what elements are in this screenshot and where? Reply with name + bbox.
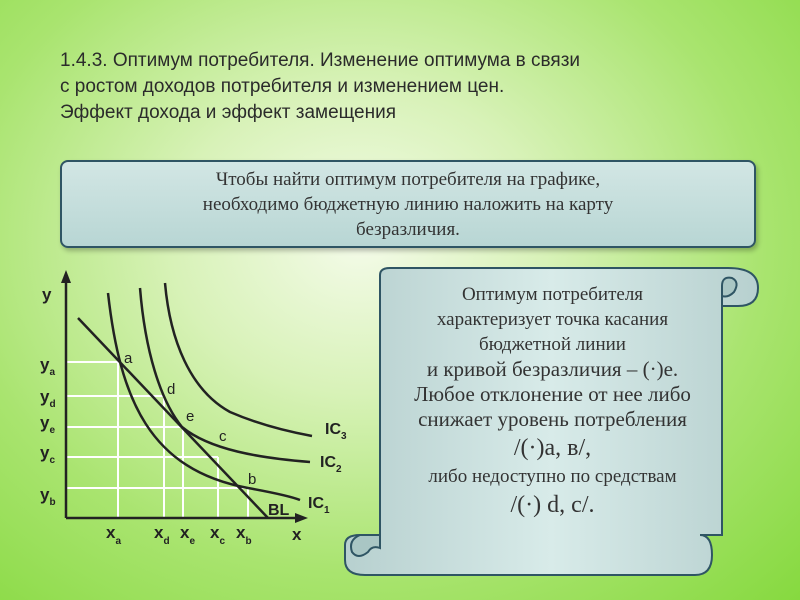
curve-label-ic1: $IC_1$ — [308, 495, 330, 516]
x-tick-d: $x_d$ — [154, 523, 170, 547]
y-tick-a: $y_a$ — [40, 355, 56, 378]
x-axis-label: x — [292, 525, 302, 544]
curve-label-ic2: $IC_2$ — [320, 454, 342, 475]
point-label-d: d — [167, 381, 176, 398]
title-line-1: 1.4.3. Оптимум потребителя. Изменение оптимума в связи — [60, 50, 581, 71]
y-tick-c: $y_c$ — [40, 443, 56, 466]
budget-line-label: BL — [268, 502, 290, 519]
scroll-line-8: либо недоступно по средствам — [428, 466, 677, 487]
scroll-line-3: бюджетной линии — [479, 334, 626, 355]
y-tick-b: $y_b$ — [40, 485, 56, 508]
point-label-b: b — [248, 471, 257, 488]
scroll-line-5: Любое отклонение от нее либо — [414, 382, 691, 406]
y-tick-d: $y_d$ — [40, 387, 56, 410]
x-tick-labels — [106, 523, 252, 547]
definition-line-3: безразличия. — [356, 219, 460, 240]
y-tick-e: $y_e$ — [40, 413, 56, 436]
scroll-line-4: и кривой безразличия – (·)е. — [426, 357, 679, 381]
point-label-c: c — [219, 428, 227, 445]
x-tick-c: $x_c$ — [210, 523, 226, 547]
y-tick-labels — [40, 355, 56, 508]
x-tick-a: $x_a$ — [106, 523, 122, 547]
point-label-e: e — [186, 408, 195, 425]
curves — [78, 283, 312, 518]
curve-label-ic3: $IC_3$ — [325, 421, 347, 442]
scroll-line-1: Оптимум потребителя — [461, 284, 644, 305]
x-tick-e: $x_e$ — [180, 523, 196, 547]
point-label-a: a — [124, 350, 133, 367]
title-line-2: с ростом доходов потребителя и изменением цен. — [60, 76, 505, 97]
scroll-line-2: характеризует точка касания — [436, 309, 669, 330]
definition-line-1: Чтобы найти оптимум потребителя на графике, — [215, 169, 601, 190]
x-tick-b: $x_b$ — [236, 523, 252, 547]
definition-line-2: необходимо бюджетную линию наложить на карту — [202, 194, 614, 215]
x-axis-arrow — [295, 513, 308, 523]
scroll-line-7: /(·)а, в/, — [513, 435, 592, 461]
scroll-text — [385, 282, 720, 521]
title-line-3: Эффект дохода и эффект замещения — [60, 102, 397, 123]
y-axis-label: y — [42, 285, 52, 304]
scroll-line-6: снижает уровень потребления — [418, 407, 687, 431]
scroll-line-9: /(·) d, c/. — [510, 492, 595, 518]
y-axis-arrow — [61, 270, 71, 283]
